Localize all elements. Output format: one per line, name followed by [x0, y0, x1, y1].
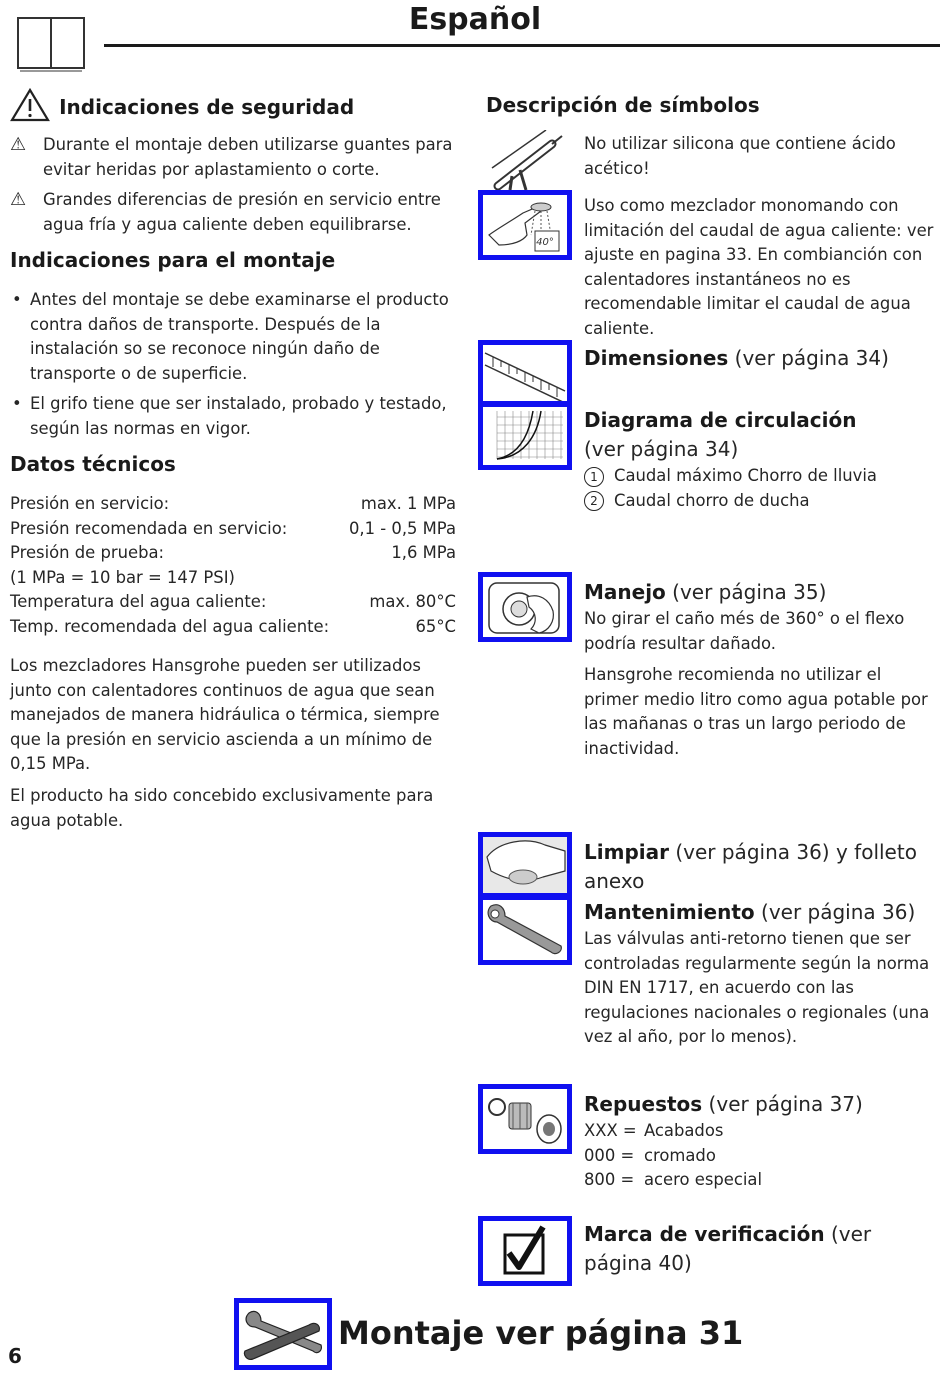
table-row: Presión recomendada en servicio: 0,1 - 0,5 MPa — [10, 518, 456, 538]
symbols-title: Descripción de símbolos — [486, 93, 760, 117]
list-item: • Antes del montaje se debe examinarse el producto contra daños de transporte. Después de la instalación so se reconoce ningún daño de transporte o de superficie. — [10, 288, 460, 386]
wrench-icon — [478, 895, 572, 965]
dimensions-heading: Dimensiones (ver página 34) — [584, 346, 889, 370]
table-row: Temperatura del agua caliente: max. 80°C — [10, 592, 456, 611]
potable-paragraph: El producto ha sido concebido exclusivamente para agua potable. — [10, 786, 434, 830]
handle-operation-icon — [478, 572, 572, 642]
table-row: Presión en servicio: max. 1 MPa — [10, 494, 456, 513]
manual-book-icon — [16, 16, 86, 72]
mounting-list — [10, 288, 460, 447]
spare-row: XXX = Acabados — [584, 1121, 724, 1140]
safety-title: Indicaciones de seguridad — [59, 95, 355, 119]
table-row: Temp. recomendada del agua caliente: 65°C — [10, 616, 456, 636]
technical-title: Datos técnicos — [10, 452, 176, 476]
flow-diagram-icon — [478, 402, 572, 470]
hansgrohe-paragraph: Los mezcladores Hansgrohe pueden ser utilizados junto con calentadores continuos de agua que sean manejados de manera hidráulica o térmica, siempre que la presión en servicio ascienda a un mínimo de 0,15 MPa. — [10, 656, 440, 773]
spare-row: 800 = acero especial — [584, 1170, 763, 1189]
list-item: • El grifo tiene que ser instalado, probado y testado, según las normas en vigor. — [10, 392, 460, 441]
mounting-title: Indicaciones para el montaje — [10, 248, 336, 272]
spare-parts-icon — [478, 1084, 572, 1154]
cleaning-heading: Limpiar (ver página 36) y folleto anexo — [584, 840, 917, 893]
flow-item: 1 Caudal máximo Chorro de lluvia — [584, 464, 934, 489]
safety-list — [10, 133, 460, 243]
tools-icon — [234, 1298, 332, 1370]
assembly-reference: Montaje ver página 31 — [338, 1314, 744, 1352]
flow-item: 2 Caudal chorro de ducha — [584, 489, 934, 514]
cleaning-hand-icon — [478, 832, 572, 898]
thermo-mixer-icon — [478, 190, 572, 260]
warning-small-icon: ⚠ — [10, 134, 27, 155]
handling-block: Manejo (ver página 35) No girar el caño més de 360° o el flexo podría resultar dañado. Hansgrohe recomienda no utilizar el primer medio litro como agua potable por las mañanas o tras un largo periodo de inactividad. — [584, 580, 928, 758]
header-rule — [104, 44, 940, 47]
mixer-text: Uso como mezclador monomando con limitación del caudal de agua caliente: ver ajuste en pagina 33. En combianción con calentadores instantáneos no es recomendable limitar el caudal de agua caliente. — [584, 196, 934, 338]
silicone-text: No utilizar silicona que contiene ácido acético! — [584, 134, 896, 178]
table-row: (1 MPa = 10 bar = 147 PSI) — [10, 567, 235, 587]
technical-table — [10, 492, 456, 639]
page-number: 6 — [8, 1344, 22, 1368]
warning-icon — [10, 88, 50, 126]
maintenance-block: Mantenimiento (ver página 36) Las válvulas anti-retorno tienen que ser controladas regularmente según la norma DIN EN 1717, en acuerdo con las regulaciones nacionales o regionales (una vez al año, por lo menos). — [584, 900, 930, 1046]
verification-heading: Marca de verificación (ver página 40) — [584, 1222, 872, 1275]
safety-item: ⚠ Grandes diferencias de presión en servicio entre agua fría y agua caliente deben equilibrarse. — [10, 189, 441, 234]
safety-item: ⚠ Durante el montaje deben utilizarse guantes para evitar heridas por aplastamiento o corte. — [10, 134, 453, 179]
safety-title-row — [10, 88, 354, 126]
flow-heading: Diagrama de circulación (ver página 34) 1 Caudal máximo Chorro de lluvia 2 Caudal chorro de ducha — [584, 406, 934, 513]
dimensions-ruler-icon — [478, 340, 572, 406]
spares-block: Repuestos (ver página 37) XXX = Acabados 000 = cromado 800 = acero especial — [584, 1090, 934, 1193]
table-row: Presión de prueba: 1,6 MPa — [10, 543, 456, 562]
warning-small-icon: ⚠ — [10, 189, 27, 210]
checkmark-icon — [478, 1216, 572, 1286]
spare-row: 000 = cromado — [584, 1145, 716, 1165]
silicone-gun-icon — [490, 130, 566, 194]
thermo-display: 40° — [536, 237, 554, 248]
language-title: Español — [408, 2, 542, 37]
